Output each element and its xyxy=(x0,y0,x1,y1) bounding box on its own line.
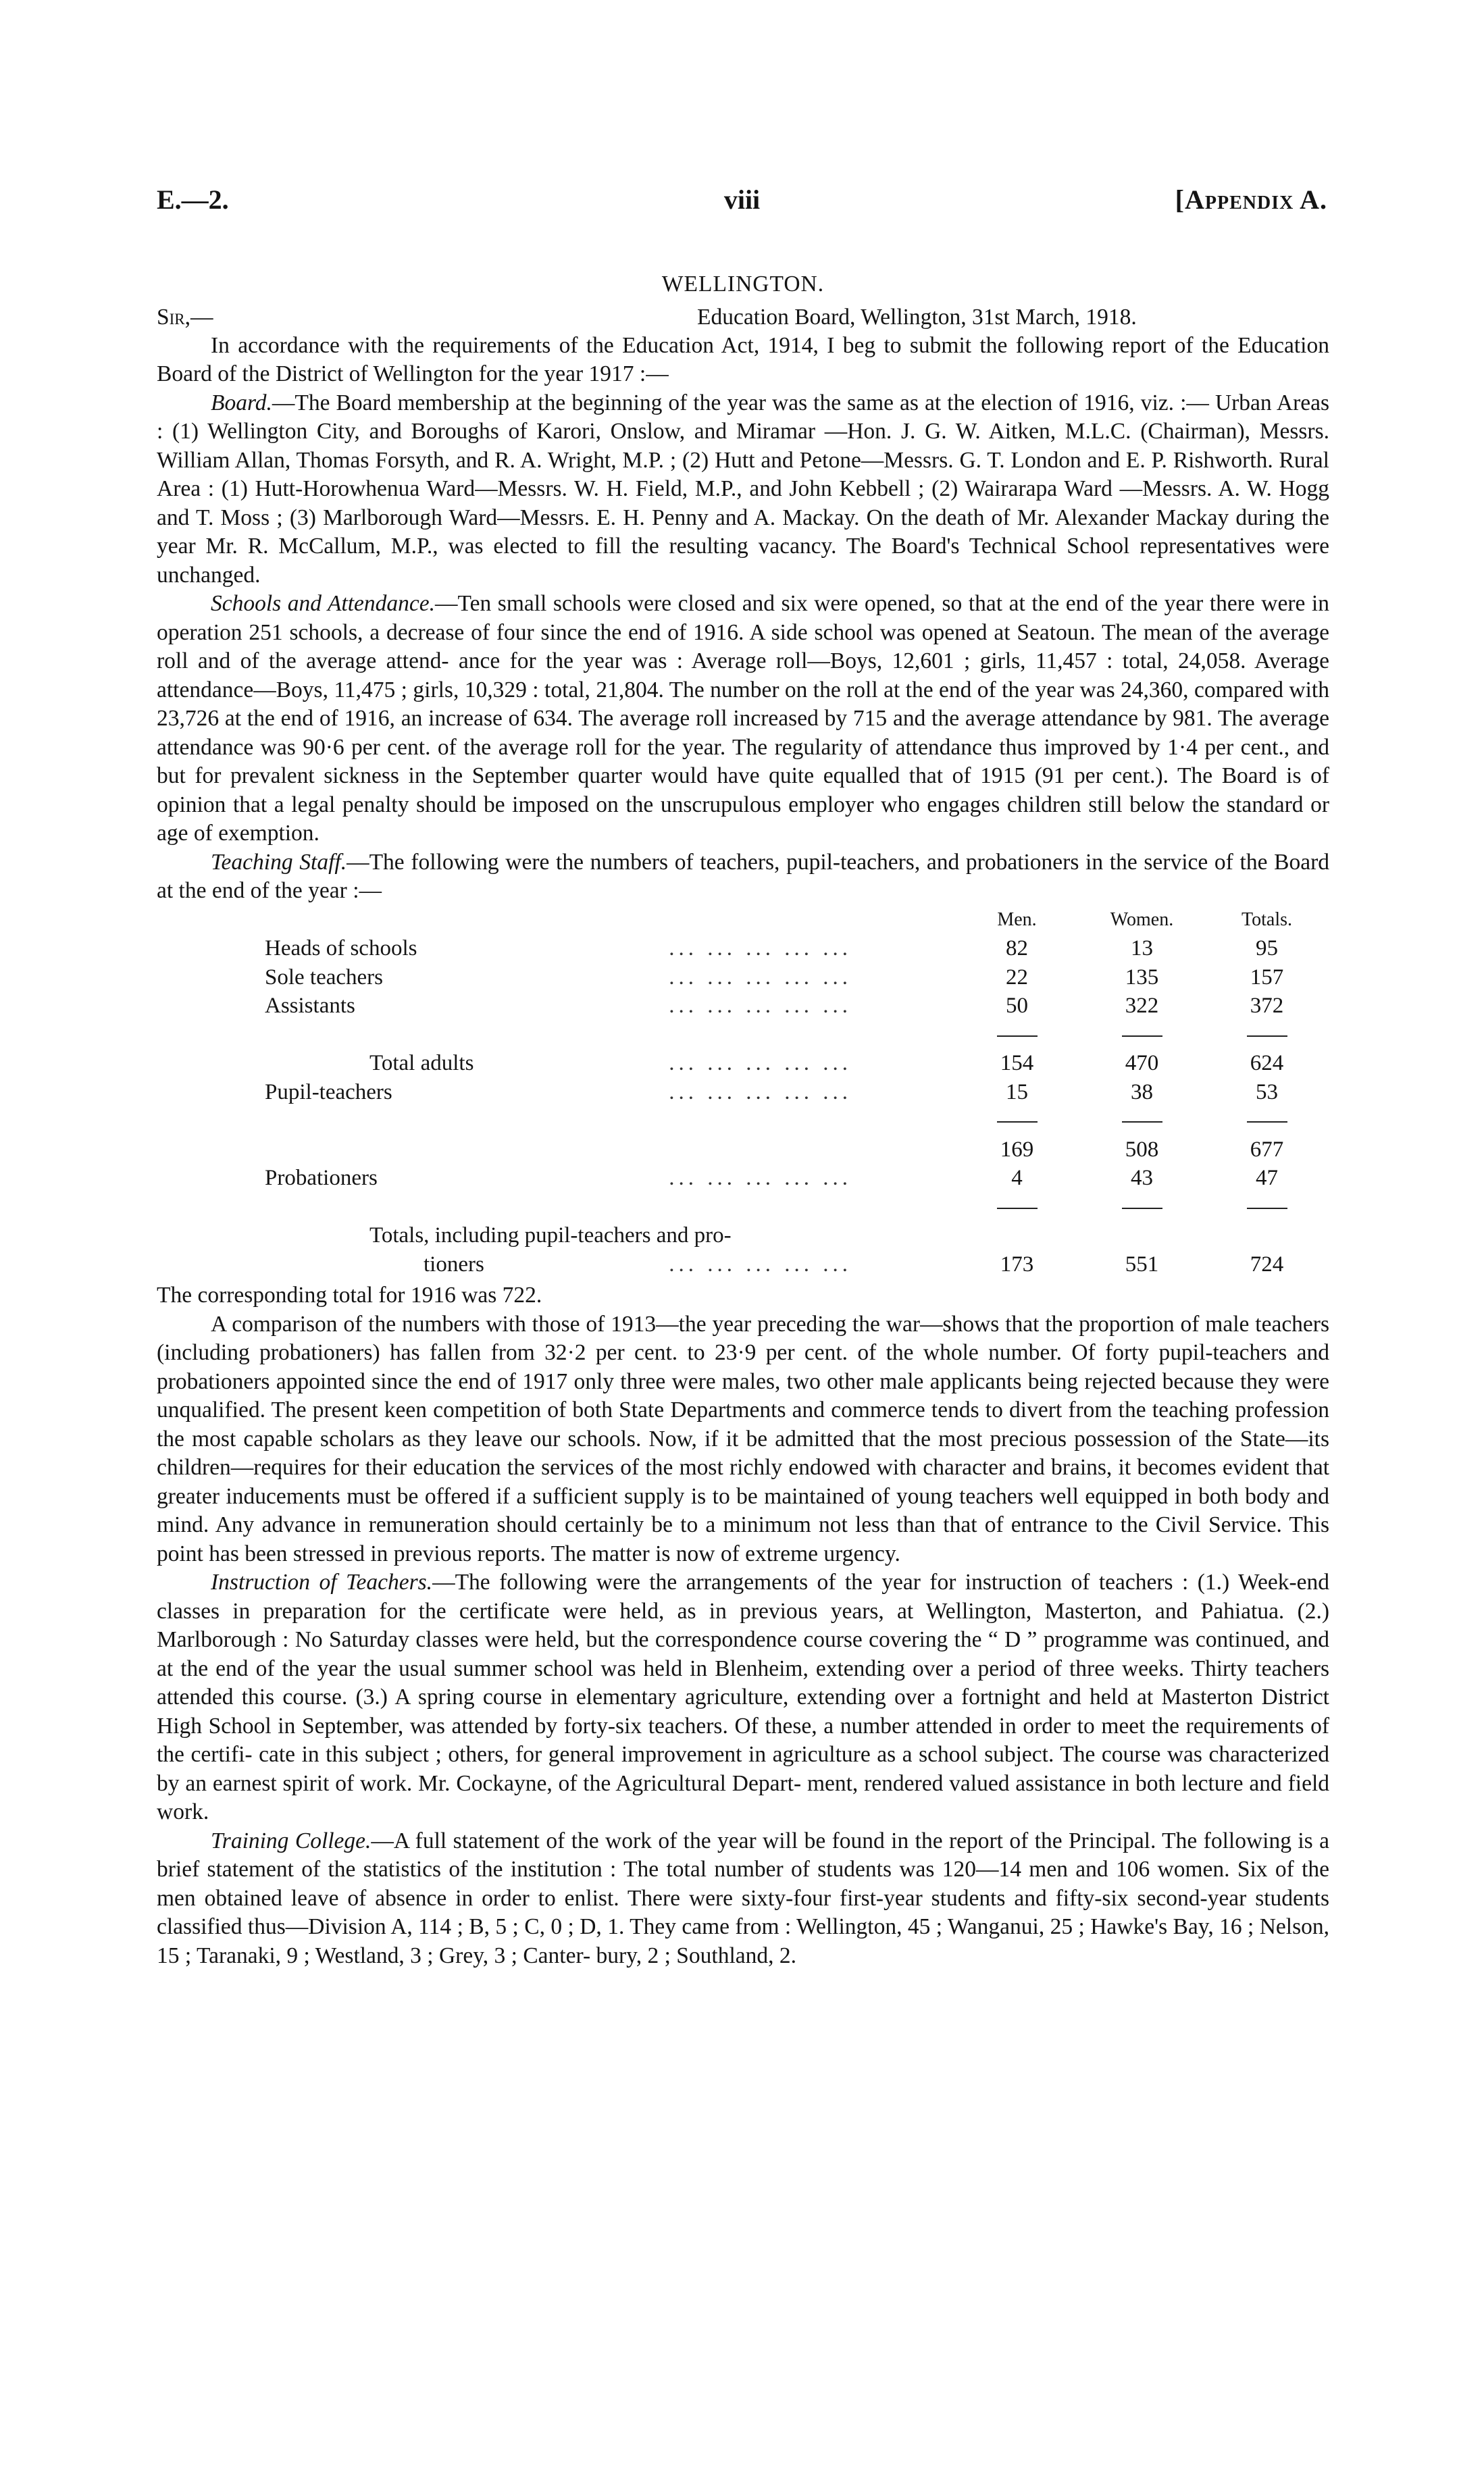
cell-men: 50 xyxy=(1006,994,1028,1018)
cell-women: 13 xyxy=(1131,936,1153,960)
cell-men: 22 xyxy=(1006,965,1028,990)
column-header-women: Women. xyxy=(1110,908,1174,930)
cell-men: 154 xyxy=(1000,1051,1034,1075)
cell-totals: 624 xyxy=(1250,1051,1284,1075)
cell-totals: 157 xyxy=(1250,965,1284,990)
salutation-line xyxy=(157,303,1329,332)
instruction-text: —The following were the arrangements of the year for instruction of teachers : (1.) Week-end classes in preparation for the certificate were held, as in previous years, at Wellington, Masterton, and Pahiatua. (2.) Marlborough : No Saturday classes were held, but the correspondence course covering the “ D ” programme was continued, and at the end of the year the usual summer school was held in Blenheim, extending over a period of three weeks. Thirty teachers attended this course. (3.) A spring course in elementary agriculture, extending over a fortnight and held at Masterton District High School in September, was attended by forty-six teachers. Of these, a number attended in order to meet the requirements of the certifi- cate in this subject ; others, for general improvement in agriculture as a school subject. The course was characterized by an earnest spirit of work. Mr. Cockayne, of the Agricultural Depart- ment, rendered valued assistance in both lecture and field work. xyxy=(157,1570,1329,1824)
salutation: Sir,— xyxy=(157,304,213,330)
leader-dots: ... ... ... ... ... xyxy=(669,936,852,960)
staff-paragraph xyxy=(157,848,1329,906)
schools-heading: Schools and Attendance. xyxy=(211,591,435,616)
training-text: —A full statement of the work of the year will be found in the report of the Principal. The following is a brief statement of the statistics of the institution : The total number of students was 120—14 men and 106 women. Six of the men obtained leave of absence in order to enlist. There were sixty-four first-year students and fifty-six second-year students classified thus—Division A, 114 ; B, 5 ; C, 0 ; D, 1. They came from : Wellington, 45 ; Wanganui, 25 ; Hawke's Bay, 16 ; Nelson, 15 ; Taranaki, 9 ; Westland, 3 ; Grey, 3 ; Canter- bury, 2 ; Southland, 2. xyxy=(157,1828,1329,1968)
cell-men: 15 xyxy=(1006,1079,1028,1104)
cell-men: 4 xyxy=(1011,1166,1023,1190)
training-paragraph xyxy=(157,1827,1329,1971)
report-body xyxy=(157,270,1329,1970)
staff-note: The corresponding total for 1916 was 722. xyxy=(157,1283,542,1308)
table-row xyxy=(157,934,1329,963)
cell-women: 38 xyxy=(1131,1079,1153,1104)
board-heading: Board. xyxy=(211,390,272,415)
table-row xyxy=(157,1164,1329,1193)
schools-paragraph xyxy=(157,590,1329,848)
intro-paragraph: In accordance with the requirements of the Education Act, 1914, I beg to submit the following report of the Education Board of the District of Wellington for the year 1917 :— xyxy=(157,332,1329,386)
cell-totals: 53 xyxy=(1256,1079,1278,1104)
schools-text: —Ten small schools were closed and six were opened, so that at the end of the year there were in operation 251 schools, a decrease of four since the end of 1916. A side school was opened at Seatoun. The mean of the average roll and of the average attend- ance for the year was : Average roll—Boys, 12,601 ; girls, 11,457 : total, 24,058. Average attendance—Boys, 11,475 ; girls, 10,329 : total, 21,804. The number on the roll at the end of the year was 24,360, compared with 23,726 at the end of 1916, an increase of 634. The average roll increased by 715 and the average attendance by 981. The average attendance was 90·6 per cent. of the average roll for the year. The regularity of attendance thus improved by 1·4 per cent., and but for prevalent sickness in the September quarter would have quite equalled that of 1915 (91 per cent.). The Board is of opinion that a legal penalty should be imposed on the unscrupulous employer who engages children still below the standard or age of exemption. xyxy=(157,591,1329,846)
cell-totals: 372 xyxy=(1250,994,1284,1018)
row-label: Sole teachers xyxy=(265,965,384,990)
leader-dots: ... ... ... ... ... xyxy=(669,1252,852,1277)
header-appendix: [Appendix A. xyxy=(1175,184,1327,215)
table-row xyxy=(157,1078,1329,1107)
cell-women: 508 xyxy=(1125,1137,1159,1162)
row-label: Heads of schools xyxy=(265,936,417,960)
row-label: Assistants xyxy=(265,994,355,1018)
teaching-staff-table xyxy=(157,906,1329,1279)
cell-totals: 677 xyxy=(1250,1137,1284,1162)
table-row xyxy=(157,1221,1329,1250)
cell-women: 43 xyxy=(1131,1166,1153,1190)
comparison-paragraph: A comparison of the numbers with those of 1913—the year preceding the war—shows that the proportion of male teachers (including probationers) has fallen from 32·2 per cent. to 23·9 per cent. of the whole number. Of forty pupil-teachers and probationers appointed since the end of 1917 only three were males, two other male applicants being rejected because they were unqualified. The present keen competition of both State Departments and commerce tends to divert from the teaching profession the most capable scholars as they leave our schools. Now, if it be admitted that the most precious possession of the State—its children—requires for their education the services of the most richly endowed with character and brains, it becomes evident that greater inducements must be offered if a sufficient supply is to be maintained of young teachers well equipped in both body and mind. Any advance in remuneration should certainly be to a minimum not less than that of entrance to the Civil Service. This point has been stressed in previous reports. The matter is now of extreme urgency. xyxy=(157,1311,1329,1566)
table-row xyxy=(157,1049,1329,1078)
row-label: Total adults xyxy=(369,1051,474,1075)
cell-women: 470 xyxy=(1125,1051,1159,1075)
row-label-continued: tioners xyxy=(424,1252,484,1277)
report-title: WELLINGTON. xyxy=(661,272,825,297)
table-row xyxy=(157,1250,1329,1279)
table-header-row xyxy=(157,906,1329,935)
instruction-heading: Instruction of Teachers. xyxy=(211,1570,433,1595)
training-heading: Training College. xyxy=(211,1828,372,1853)
instruction-paragraph xyxy=(157,1568,1329,1827)
header-reference: E.—2. xyxy=(157,184,229,215)
cell-men: 169 xyxy=(1000,1137,1034,1162)
row-label: Totals, including pupil-teachers and pro- xyxy=(369,1223,732,1248)
row-label: Probationers xyxy=(265,1166,378,1190)
cell-men: 82 xyxy=(1006,936,1028,960)
cell-women: 551 xyxy=(1125,1252,1159,1277)
cell-women: 135 xyxy=(1125,965,1159,990)
column-header-men: Men. xyxy=(997,908,1037,930)
sum-rule xyxy=(157,1106,1329,1135)
leader-dots: ... ... ... ... ... xyxy=(669,1166,852,1190)
board-text: —The Board membership at the beginning of the year was the same as at the election of 1916, viz. :— Urban Areas : (1) Wellington City, and Boroughs of Karori, Onslow, and Miramar —Hon. J. G. W. Aitken, M.L.C. (Chairman), Messrs. William Allan, Thomas Forsyth, and R. A. Wright, M.P. ; (2) Hutt and Petone—Messrs. G. T. London and E. P. Rishworth. Rural Area : (1) Hutt-Horowhenua Ward—Messrs. W. H. Field, M.P., and John Kebbell ; (2) Wairarapa Ward —Messrs. A. W. Hogg and T. Moss ; (3) Marlborough Ward—Messrs. E. H. Penny and A. Mackay. On the death of Mr. Alexander Mackay during the year Mr. R. McCallum, M.P., was elected to fill the resulting vacancy. The Board's Technical School representatives were unchanged. xyxy=(157,390,1329,588)
cell-totals: 47 xyxy=(1256,1166,1278,1190)
staff-heading: Teaching Staff. xyxy=(211,849,347,875)
sum-rule xyxy=(157,1193,1329,1222)
page-number: viii xyxy=(723,184,761,215)
column-header-totals: Totals. xyxy=(1241,908,1293,930)
row-label: Pupil-teachers xyxy=(265,1079,392,1104)
leader-dots: ... ... ... ... ... xyxy=(669,994,852,1018)
cell-men: 173 xyxy=(1000,1252,1034,1277)
board-paragraph xyxy=(157,389,1329,590)
table-row xyxy=(157,992,1329,1021)
leader-dots: ... ... ... ... ... xyxy=(669,1079,852,1104)
table-row xyxy=(157,1135,1329,1164)
cell-totals: 95 xyxy=(1256,936,1278,960)
place-date: Education Board, Wellington, 31st March, 1918. xyxy=(697,304,1137,330)
page-header xyxy=(157,184,1327,231)
leader-dots: ... ... ... ... ... xyxy=(669,1051,852,1075)
leader-dots: ... ... ... ... ... xyxy=(669,965,852,990)
table-row xyxy=(157,963,1329,992)
staff-text: —The following were the numbers of teachers, pupil-teachers, and probationers in the service of the Board at the end of the year :— xyxy=(157,849,1329,903)
cell-women: 322 xyxy=(1125,994,1159,1018)
sum-rule xyxy=(157,1021,1329,1050)
cell-totals: 724 xyxy=(1250,1252,1284,1277)
